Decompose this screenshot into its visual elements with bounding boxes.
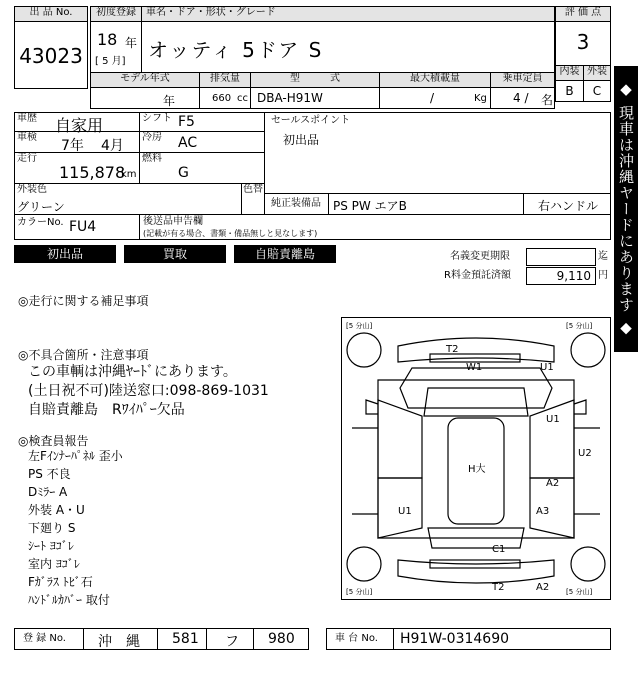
vin-label-cell (326, 628, 394, 650)
equipment-label: 純正装備品 (271, 198, 321, 209)
fuel-label: 燃料 (142, 153, 162, 164)
exterior-value: C (583, 80, 611, 102)
type-box (250, 87, 380, 109)
steering-box (523, 193, 611, 215)
right-mirror (574, 400, 586, 414)
car-diagram-svg (342, 318, 610, 599)
name-change-box (526, 248, 596, 266)
tag-first-listing: 初出品 (14, 245, 116, 263)
rear-bumper (398, 560, 554, 583)
inspection-year: 7年 (61, 138, 84, 154)
sales-point-value: 初出品 (283, 133, 320, 147)
inspector-line-1: 左Fｲﾝﾅｰﾊﾟﾈﾙ 歪小 (28, 449, 123, 463)
reg-area-cell (83, 628, 158, 650)
equipment-divider (328, 193, 329, 215)
grade-box (555, 21, 611, 66)
color-label: 外装色 (17, 184, 47, 195)
mark-c1: C1 (492, 544, 506, 555)
tire-label-rl: [5 分山] (346, 588, 373, 596)
color-change-box (241, 183, 265, 215)
equipment-box (264, 193, 524, 215)
lot-no: 43023 (19, 44, 83, 68)
tag-island-insurance: 自賠責離島 (234, 245, 336, 263)
interior-value: B (555, 80, 584, 102)
mark-a2-rear: A2 (536, 582, 550, 593)
mileage-unit: km (121, 169, 137, 180)
aftermarket-box (139, 214, 611, 240)
fuel-value: G (178, 165, 189, 181)
name-change-label: 名義変更期限 (450, 251, 510, 262)
sales-point-box (264, 112, 611, 194)
yard-notice-sidebar: ◆ 現車は沖縄ヤードにあります ◆ (614, 66, 638, 352)
car-name: オッティ 5ドア S (148, 38, 324, 62)
right-front-door (530, 400, 574, 478)
inspection-box (14, 131, 140, 153)
defect-heading: ◎不具合箇所・注意事項 (18, 348, 149, 362)
front-bumper (398, 338, 554, 362)
inspector-line-2: PS 不良 (28, 467, 71, 481)
color-no-box (14, 214, 140, 240)
reg-number: 980 (268, 631, 295, 647)
defect-line-3: 自賠責離島 Rﾜｲﾊﾟｰ欠品 (28, 402, 185, 418)
vin-label: 車 台 No. (335, 633, 378, 644)
history-value: 自家用 (55, 116, 104, 135)
mark-t2-front: T2 (446, 344, 459, 355)
ac-label: 冷房 (142, 132, 162, 143)
ac-value: AC (178, 135, 198, 151)
reg-label: 登 録 No. (23, 633, 66, 644)
type-label: 型 式 (250, 72, 380, 88)
mileage-value: 115,878 (59, 163, 126, 182)
tag-buyout: 買取 (124, 245, 226, 263)
mileage-label: 走行 (17, 153, 37, 164)
aftermarket-note: (記載が有る場合、書類・備品無しと見なします) (143, 229, 318, 238)
inspector-heading: ◎検査員報告 (18, 434, 89, 448)
car-name-box (141, 21, 555, 73)
car-name-label: 車名・ドア・形状・グレード (141, 6, 555, 22)
tire-rear-right (571, 547, 605, 581)
reg-class: 581 (172, 631, 199, 647)
exterior-label: 外装 (583, 65, 611, 81)
displacement-label: 排気量 (199, 72, 251, 88)
color-no-value: FU4 (69, 219, 97, 235)
reg-label-cell (14, 628, 84, 650)
tire-front-left (347, 333, 381, 367)
max-load-label: 最大積載量 (379, 72, 491, 88)
reg-kana-cell (206, 628, 254, 650)
sales-point-label: セールスポイント (271, 115, 351, 126)
tire-front-right (571, 333, 605, 367)
reg-kana: フ (225, 634, 239, 650)
mileage-box (14, 152, 140, 184)
grade-label: 評 価 点 (555, 6, 611, 22)
tire-label-rr: [5 分山] (566, 588, 593, 596)
mark-w1: W1 (466, 362, 483, 373)
left-mirror (366, 400, 378, 414)
history-label: 車歴 (17, 113, 37, 124)
tire-label-fl: [5 分山] (346, 322, 373, 330)
inspection-label: 車検 (17, 132, 37, 143)
inspector-line-3: Dﾐﾗｰ A (28, 485, 68, 499)
mark-h-big: H大 (468, 464, 486, 475)
mark-a2-right: A2 (546, 478, 560, 489)
reg-area: 沖 縄 (98, 634, 140, 650)
windshield (424, 388, 528, 416)
interior-label: 内装 (555, 65, 584, 81)
vin-value: H91W-0314690 (400, 631, 510, 647)
inspector-line-8: Fｶﾞﾗｽ ﾄﾋﾞ石 (28, 575, 93, 589)
lot-no-label: 出 品 No. (14, 6, 88, 22)
shift-box (139, 112, 265, 132)
reg-number-cell (253, 628, 309, 650)
model-year-unit: 年 (163, 94, 176, 108)
aftermarket-label: 後送品申告欄 (143, 216, 203, 227)
first-reg-year: 18 (97, 30, 118, 49)
equipment-value: PS PW エアB (333, 199, 407, 213)
displacement-unit: cc (237, 93, 248, 104)
displacement-box (199, 87, 251, 109)
history-box (14, 112, 140, 135)
capacity-value: 4 / (513, 91, 529, 105)
mark-u1-left: U1 (398, 506, 412, 517)
steering-value: 右ハンドル (538, 199, 599, 213)
tire-rear-left (347, 547, 381, 581)
recycle-box (526, 267, 596, 285)
left-front-door (378, 400, 422, 478)
mark-t2-rear: T2 (492, 582, 505, 593)
supplement-heading: ◎走行に関する補足事項 (18, 294, 149, 308)
mark-a3: A3 (536, 506, 550, 517)
first-reg-box (90, 21, 142, 73)
recycle-value: 9,110 (556, 269, 591, 283)
inspector-line-7: 室内 ﾖｺﾞﾚ (28, 557, 80, 571)
reg-class-cell (157, 628, 207, 650)
mark-u1-front-right: U1 (540, 362, 554, 373)
first-reg-year-unit: 年 (125, 36, 138, 50)
capacity-box (490, 87, 555, 109)
model-year-box (90, 87, 200, 109)
car-diagram (341, 317, 611, 600)
recycle-label: R料金預託済額 (444, 270, 511, 281)
ac-box (139, 131, 265, 153)
grade-value: 3 (576, 30, 590, 54)
inspection-month: 4月 (101, 138, 124, 154)
max-load-slash: / (430, 91, 435, 105)
max-load-unit: Kg (474, 93, 487, 104)
fuel-box (139, 152, 265, 184)
inspector-line-6: ｼｰﾄ ﾖｺﾞﾚ (28, 539, 74, 553)
color-box (14, 183, 242, 215)
first-reg-month: [ 5 月] (95, 56, 126, 67)
recycle-unit: 円 (598, 270, 608, 281)
first-reg-label: 初度登録 (90, 6, 142, 22)
tire-label-fr: [5 分山] (566, 322, 593, 330)
model-year-label: モデル年式 (90, 72, 200, 88)
inspector-line-9: ﾊﾝﾄﾞﾙｶﾊﾞｰ 取付 (28, 593, 110, 607)
type-value: DBA-H91W (257, 91, 323, 105)
displacement-value: 660 (212, 93, 232, 104)
shift-value: F5 (178, 114, 195, 130)
name-change-unit: 迄 (598, 251, 608, 262)
color-change-label: 色替 (243, 184, 263, 195)
mark-u1-right-door: U1 (546, 414, 560, 425)
max-load-box (379, 87, 491, 109)
inspector-line-5: 下廻り S (28, 521, 76, 535)
color-value: グリーン (17, 200, 65, 214)
vin-value-cell (393, 628, 611, 650)
capacity-unit: 名 (541, 93, 554, 107)
inspector-line-4: 外装 A・U (28, 503, 85, 517)
mark-u2: U2 (578, 448, 592, 459)
color-no-label: カラーNo. (17, 217, 64, 228)
shift-label: シフト (142, 113, 172, 124)
defect-line-2: (土日祝不可)陸送窓口:098-869-1031 (28, 383, 269, 399)
capacity-label: 乗車定員 (490, 72, 555, 88)
defect-line-1: この車輌は沖縄ﾔｰﾄﾞにあります。 (28, 364, 237, 380)
lot-no-box (14, 21, 88, 89)
